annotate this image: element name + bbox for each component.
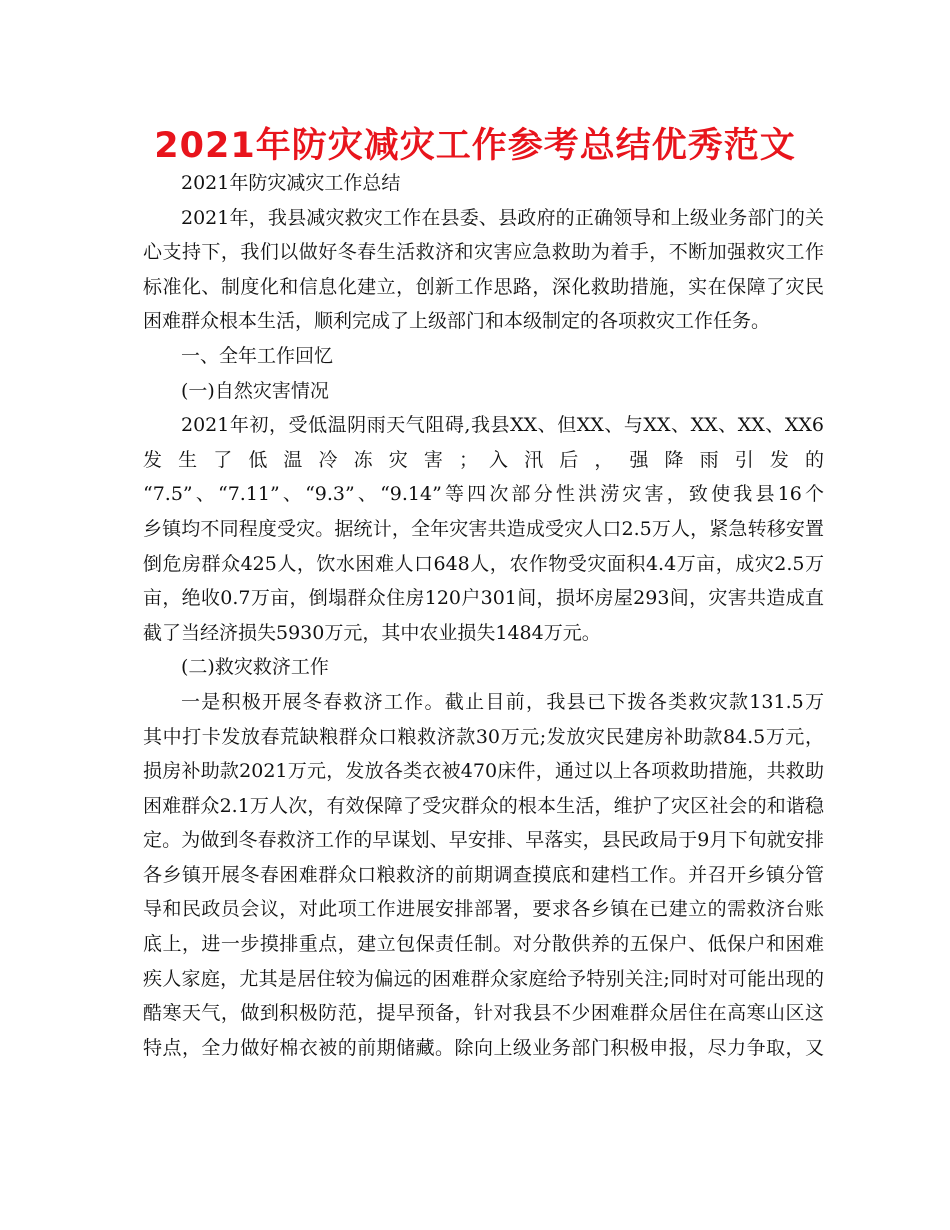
document-body: [143, 166, 824, 1065]
text-line: 酷寒天气，做到积极防范，提早预备，针对我县不少困难群众居住在高寒山区这: [143, 1002, 824, 1025]
text-line: 损房补助款2021万元，发放各类衣被470床件，通过以上各项救助措施，共救助: [143, 760, 824, 783]
text-line: 标准化、制度化和信息化建立，创新工作思路，深化救助措施，实在保障了灾民: [143, 275, 824, 298]
document-title: 2021年防灾减灾工作参考总结优秀范文: [154, 126, 796, 166]
text-line: (二)救灾救济工作: [181, 656, 329, 679]
text-line: 各乡镇开展冬春困难群众口粮救济的前期调查摸底和建档工作。并召开乡镇分管: [143, 863, 824, 886]
text-line: (一)自然灾害情况: [181, 379, 329, 402]
text-line: 疾人家庭，尤其是居住较为偏远的困难群众家庭给予特别关注;同时对可能出现的: [143, 967, 824, 990]
text-line: “7.5”、“7.11”、“9.3”、“9.14”等四次部分性洪涝灾害，致使我县16个: [143, 483, 824, 506]
text-line: 困难群众2.1万人次，有效保障了受灾群众的根本生活，维护了灾区社会的和谐稳: [143, 794, 824, 817]
text-line: 困难群众根本生活，顺利完成了上级部门和本级制定的各项救灾工作任务。: [143, 310, 771, 333]
text-line: 其中打卡发放春荒缺粮群众口粮救济款30万元;发放灾民建房补助款84.5万元，: [143, 725, 824, 748]
text-line: 定。为做到冬春救济工作的早谋划、早安排、早落实，县民政局于9月下旬就安排: [143, 829, 824, 852]
text-line: 2021年防灾减灾工作总结: [181, 172, 401, 194]
text-line: 一、全年工作回忆: [181, 344, 334, 367]
text-line: 截了当经济损失5930万元，其中农业损失1484万元。: [143, 621, 601, 644]
text-line: 特点，全力做好棉衣被的前期储藏。除向上级业务部门积极申报，尽力争取，又: [143, 1036, 824, 1059]
text-line: 2021年，我县减灾救灾工作在县委、县政府的正确领导和上级业务部门的关: [181, 206, 824, 229]
text-line: 一是积极开展冬春救济工作。截止目前，我县已下拨各类救灾款131.5万: [181, 690, 824, 713]
text-line: 底上，进一步摸排重点，建立包保责任制。对分散供养的五保户、低保户和困难: [143, 933, 824, 956]
text-line: 心支持下，我们以做好冬春生活救济和灾害应急救助为着手，不断加强救灾工作: [143, 241, 824, 264]
text-line: 2021年初，受低温阴雨天气阻碍,我县XX、但XX、与XX、XX、XX、XX6: [181, 414, 824, 437]
text-line: 倒危房群众425人，饮水困难人口648人，农作物受灾面积4.4万亩，成灾2.5万: [143, 552, 824, 575]
text-line: 乡镇均不同程度受灾。据统计，全年灾害共造成受灾人口2.5万人，紧急转移安置: [143, 517, 824, 540]
text-line: 发 生 了 低 温 冷 冻 灾 害 ； 入 汛 后 ， 强 降 雨 引 发 的: [143, 448, 824, 471]
text-line: 亩，绝收0.7万亩，倒塌群众住房120户301间，损坏房屋293间，灾害共造成直: [143, 587, 824, 610]
text-line: 导和民政员会议，对此项工作进展安排部署，要求各乡镇在已建立的需救济台账: [143, 898, 824, 921]
